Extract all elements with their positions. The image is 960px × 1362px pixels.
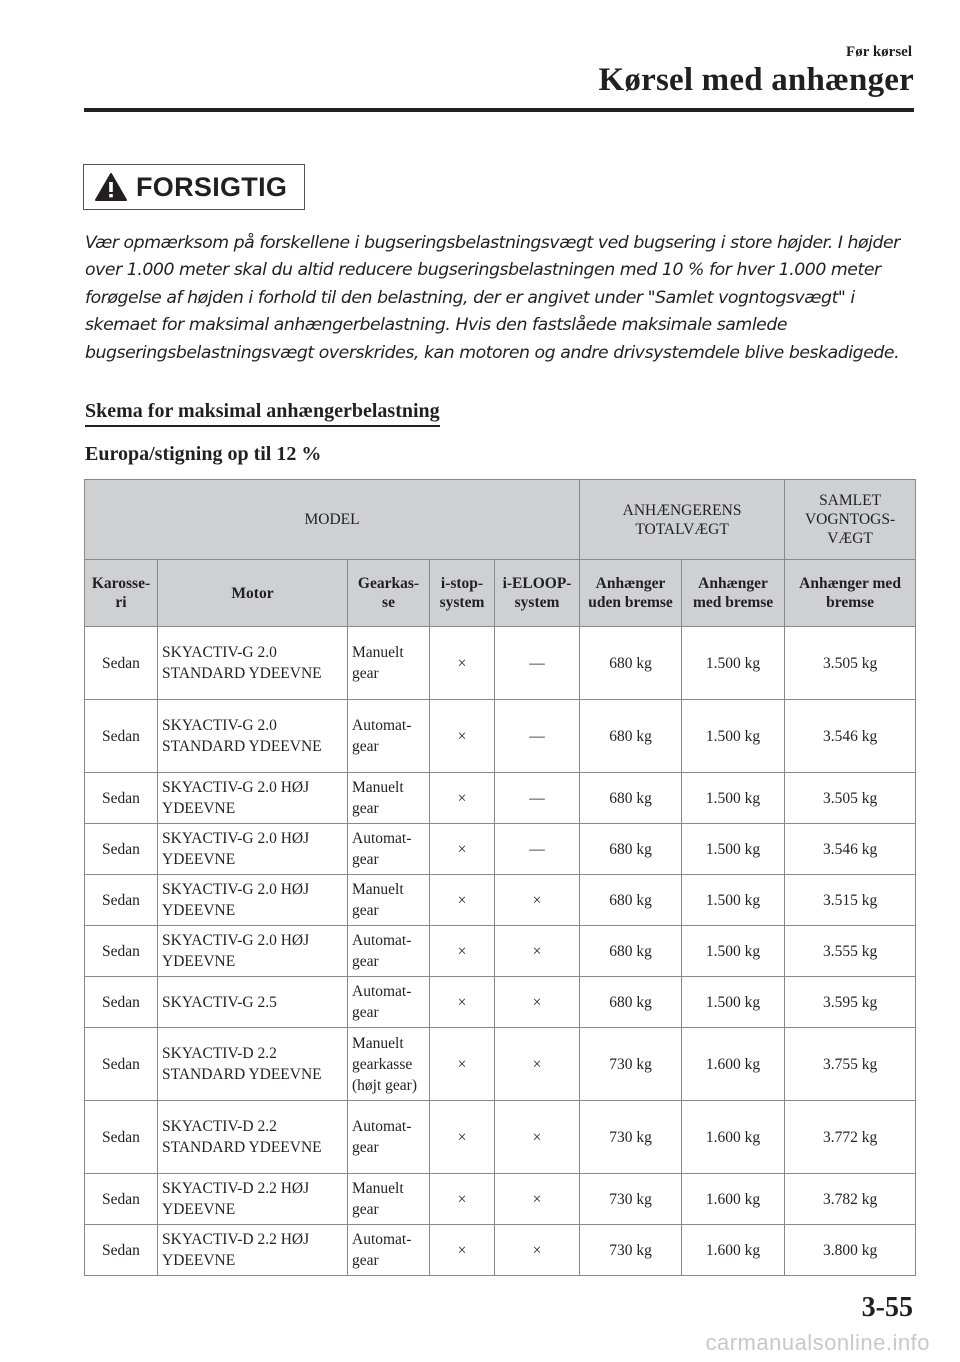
cell-ieloop: — [495,700,580,773]
cell-ieloop: × [495,977,580,1028]
cell-combined: 3.546 kg [785,824,916,875]
cell-engine: SKYACTIV-G 2.0 STANDARD YDEEVNE [158,627,348,700]
cell-unbraked: 730 kg [580,1028,682,1101]
cell-unbraked: 680 kg [580,977,682,1028]
table-group-header-model: MODEL [85,480,580,560]
cell-combined: 3.546 kg [785,700,916,773]
cell-gearbox: Manuelt gear [348,875,430,926]
page-number: 3-55 [861,1292,913,1323]
cell-gearbox: Automat-gear [348,824,430,875]
table-row [85,1174,916,1225]
column-header-combined: Anhænger med bremse [785,560,916,627]
cell-combined: 3.772 kg [785,1101,916,1174]
cell-braked: 1.500 kg [682,627,785,700]
column-header-body: Karosse-ri [85,560,158,627]
running-header-title: Kørsel med anhænger [598,62,914,98]
cell-gearbox: Automat-gear [348,700,430,773]
cell-braked: 1.500 kg [682,700,785,773]
cell-body: Sedan [85,1174,158,1225]
running-header-section: Før kørsel [846,44,912,60]
cell-gearbox: Manuelt gear [348,1174,430,1225]
cell-ieloop: × [495,1028,580,1101]
cell-ieloop: — [495,773,580,824]
cell-engine: SKYACTIV-G 2.0 HØJ YDEEVNE [158,824,348,875]
cell-istop: × [430,824,495,875]
cell-braked: 1.500 kg [682,875,785,926]
table-group-header-combined-weight: SAMLET VOGNTOGS-VÆGT [785,480,916,560]
cell-engine: SKYACTIV-D 2.2 STANDARD YDEEVNE [158,1101,348,1174]
cell-istop: × [430,1101,495,1174]
cell-engine: SKYACTIV-D 2.2 HØJ YDEEVNE [158,1174,348,1225]
cell-istop: × [430,700,495,773]
cell-body: Sedan [85,977,158,1028]
column-header-unbraked: Anhænger uden bremse [580,560,682,627]
cell-ieloop: × [495,1225,580,1276]
cell-unbraked: 730 kg [580,1225,682,1276]
watermark: carmanualsonline.info [705,1330,930,1355]
cell-braked: 1.500 kg [682,977,785,1028]
cell-istop: × [430,773,495,824]
cell-combined: 3.515 kg [785,875,916,926]
column-header-istop: i-stop-system [430,560,495,627]
cell-gearbox: Manuelt gear [348,627,430,700]
cell-gearbox: Manuelt gearkasse (højt gear) [348,1028,430,1101]
section-heading: Skema for maksimal anhængerbelastning [85,400,440,427]
cell-engine: SKYACTIV-G 2.0 STANDARD YDEEVNE [158,700,348,773]
cell-ieloop: × [495,926,580,977]
cell-body: Sedan [85,627,158,700]
cell-engine: SKYACTIV-G 2.0 HØJ YDEEVNE [158,875,348,926]
table-row [85,1225,916,1276]
sub-heading: Europa/stigning op til 12 % [85,443,322,465]
cell-ieloop: × [495,875,580,926]
cell-engine: SKYACTIV-D 2.2 HØJ YDEEVNE [158,1225,348,1276]
cell-body: Sedan [85,1225,158,1276]
cell-istop: × [430,977,495,1028]
cell-body: Sedan [85,824,158,875]
cell-braked: 1.500 kg [682,773,785,824]
table-row [85,627,916,700]
cell-unbraked: 680 kg [580,627,682,700]
cell-gearbox: Automat-gear [348,977,430,1028]
cell-body: Sedan [85,1101,158,1174]
caution-label: FORSIGTIG [136,171,288,202]
cell-ieloop: — [495,824,580,875]
header-rule [84,108,914,112]
cell-unbraked: 680 kg [580,773,682,824]
cell-unbraked: 680 kg [580,700,682,773]
cell-combined: 3.755 kg [785,1028,916,1101]
cell-istop: × [430,875,495,926]
cell-ieloop: × [495,1174,580,1225]
cell-braked: 1.500 kg [682,926,785,977]
cell-unbraked: 730 kg [580,1174,682,1225]
cell-engine: SKYACTIV-G 2.0 HØJ YDEEVNE [158,773,348,824]
cell-istop: × [430,627,495,700]
table-row [85,1101,916,1174]
cell-engine: SKYACTIV-G 2.0 HØJ YDEEVNE [158,926,348,977]
table-row [85,1028,916,1101]
cell-unbraked: 730 kg [580,1101,682,1174]
column-header-engine: Motor [158,560,348,627]
cell-braked: 1.600 kg [682,1174,785,1225]
cell-braked: 1.600 kg [682,1225,785,1276]
column-header-gearbox: Gearkas-se [348,560,430,627]
cell-combined: 3.595 kg [785,977,916,1028]
cell-gearbox: Automat-gear [348,926,430,977]
cell-gearbox: Automat-gear [348,1225,430,1276]
table-row [85,773,916,824]
warning-triangle-icon [94,172,128,202]
cell-unbraked: 680 kg [580,926,682,977]
cell-combined: 3.505 kg [785,627,916,700]
cell-gearbox: Manuelt gear [348,773,430,824]
table-row [85,977,916,1028]
cell-combined: 3.555 kg [785,926,916,977]
cell-istop: × [430,926,495,977]
column-header-braked: Anhænger med bremse [682,560,785,627]
cell-combined: 3.782 kg [785,1174,916,1225]
cell-combined: 3.505 kg [785,773,916,824]
cell-combined: 3.800 kg [785,1225,916,1276]
table-row [85,875,916,926]
cell-engine: SKYACTIV-D 2.2 STANDARD YDEEVNE [158,1028,348,1101]
column-header-ieloop: i-ELOOP-system [495,560,580,627]
cell-body: Sedan [85,1028,158,1101]
caution-text: Vær opmærksom på forskellene i bugseringsbelastningsvægt ved bugsering i store højder. I højder over 1.000 meter skal du altid reducere bugseringsbelastningen med 10 % for hver 1.000 meter forøgelse af højden i forhold til den belastning, der er angivet under "Samlet vogntogsvægt" i skemaet for maksimal anhængerbelastning. Hvis den fastslåede maksimale samlede bugseringsbelastningsvægt overskrides, kan motoren og andre drivsystemdele blive beskadigede. [85,233,900,363]
cell-body: Sedan [85,773,158,824]
cell-istop: × [430,1174,495,1225]
caution-box [83,164,305,210]
cell-istop: × [430,1225,495,1276]
cell-istop: × [430,1028,495,1101]
cell-body: Sedan [85,926,158,977]
cell-body: Sedan [85,875,158,926]
cell-braked: 1.600 kg [682,1101,785,1174]
cell-engine: SKYACTIV-G 2.5 [158,977,348,1028]
cell-braked: 1.500 kg [682,824,785,875]
table-group-header-total-weight: ANHÆNGERENS TOTALVÆGT [580,480,785,560]
table-row [85,926,916,977]
cell-unbraked: 680 kg [580,824,682,875]
cell-ieloop: × [495,1101,580,1174]
cell-gearbox: Automat-gear [348,1101,430,1174]
table-row [85,824,916,875]
cell-body: Sedan [85,700,158,773]
towing-capacity-table [84,479,916,1276]
cell-braked: 1.600 kg [682,1028,785,1101]
cell-unbraked: 680 kg [580,875,682,926]
cell-ieloop: — [495,627,580,700]
table-row [85,700,916,773]
